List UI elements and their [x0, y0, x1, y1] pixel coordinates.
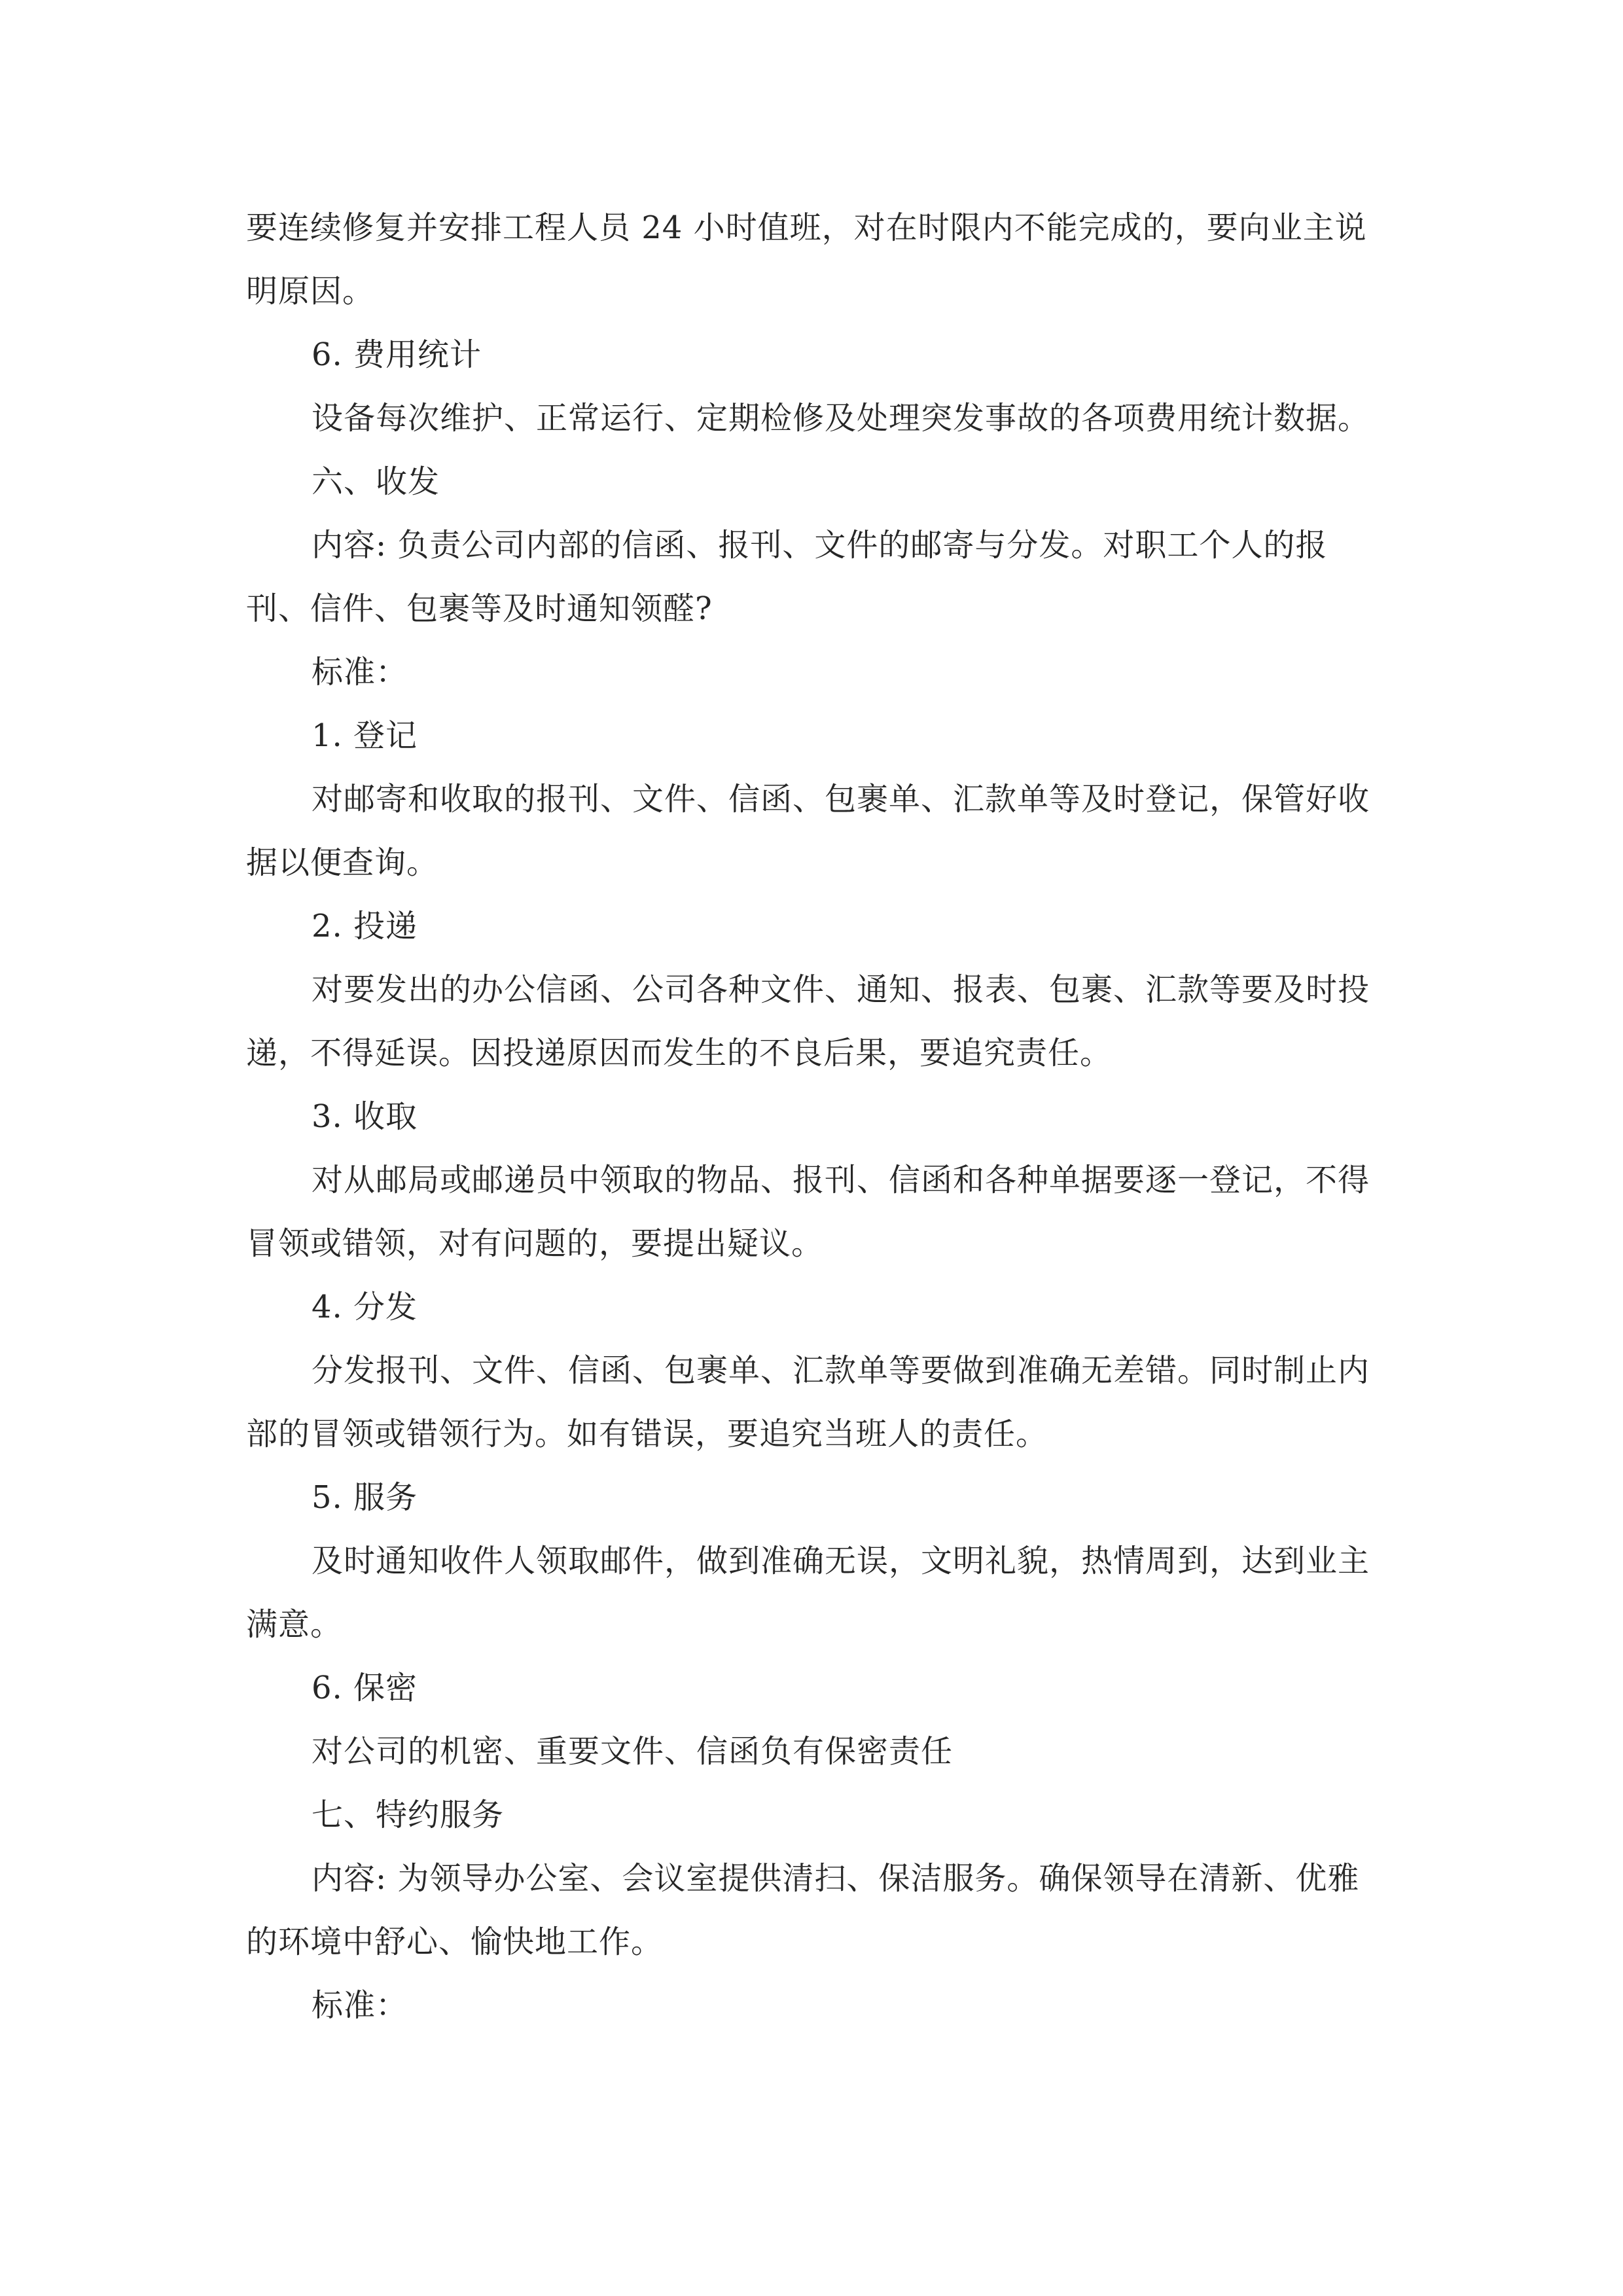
paragraph-service: 及时通知收件人领取邮件，做到准确无误，文明礼貌，热情周到，达到业主满意。 [246, 1543, 1370, 1643]
heading-collection: 3. 收取 [312, 1098, 418, 1135]
section-heading-special-service: 七、特约服务 [312, 1797, 505, 1833]
paragraph-repair-continuation: 要连续修复并安排工程人员 24 小时值班，对在时限内不能完成的，要向业主说明原因。 [246, 209, 1367, 310]
heading-registration: 1. 登记 [312, 717, 418, 754]
paragraph-cost-statistics: 设备每次维护、正常运行、定期检修及处理突发事故的各项费用统计数据。 [312, 400, 1370, 437]
paragraph-special-service-content: 内容: 为领导办公室、会议室提供清扫、保洁服务。确保领导在清新、优雅的环境中舒心、愉快地工作。 [246, 1860, 1360, 1960]
paragraph-distribution: 分发报刊、文件、信函、包裹单、汇款单等要做到准确无差错。同时制止内部的冒领或错领行为。如有错误，要追究当班人的责任。 [246, 1352, 1370, 1452]
paragraph-registration: 对邮寄和收取的报刊、文件、信函、包裹单、汇款单等及时登记，保管好收据以便查询。 [246, 781, 1370, 881]
document-body [246, 196, 1385, 2037]
paragraph-delivery: 对要发出的办公信函、公司各种文件、通知、报表、包裹、汇款等要及时投递，不得延误。因投递原因而发生的不良后果，要追究责任。 [246, 971, 1370, 1071]
paragraph-collection: 对从邮局或邮递员中领取的物品、报刊、信函和各种单据要逐一登记，不得冒领或错领，对有问题的，要提出疑议。 [246, 1162, 1370, 1262]
heading-cost-statistics: 6. 费用统计 [312, 336, 482, 373]
heading-delivery: 2. 投递 [312, 908, 418, 944]
section-heading-mail: 六、收发 [312, 463, 440, 500]
heading-service: 5. 服务 [312, 1479, 418, 1516]
label-standard-2: 标准： [312, 1987, 408, 2024]
heading-confidentiality: 6. 保密 [312, 1670, 418, 1706]
paragraph-confidentiality: 对公司的机密、重要文件、信函负有保密责任 [312, 1733, 954, 1770]
paragraph-mail-content: 内容: 负责公司内部的信函、报刊、文件的邮寄与分发。对职工个人的报刊、信件、包裹等及时通知领醛? [246, 527, 1328, 627]
heading-distribution: 4. 分发 [312, 1289, 418, 1325]
label-standard: 标准： [312, 654, 408, 691]
